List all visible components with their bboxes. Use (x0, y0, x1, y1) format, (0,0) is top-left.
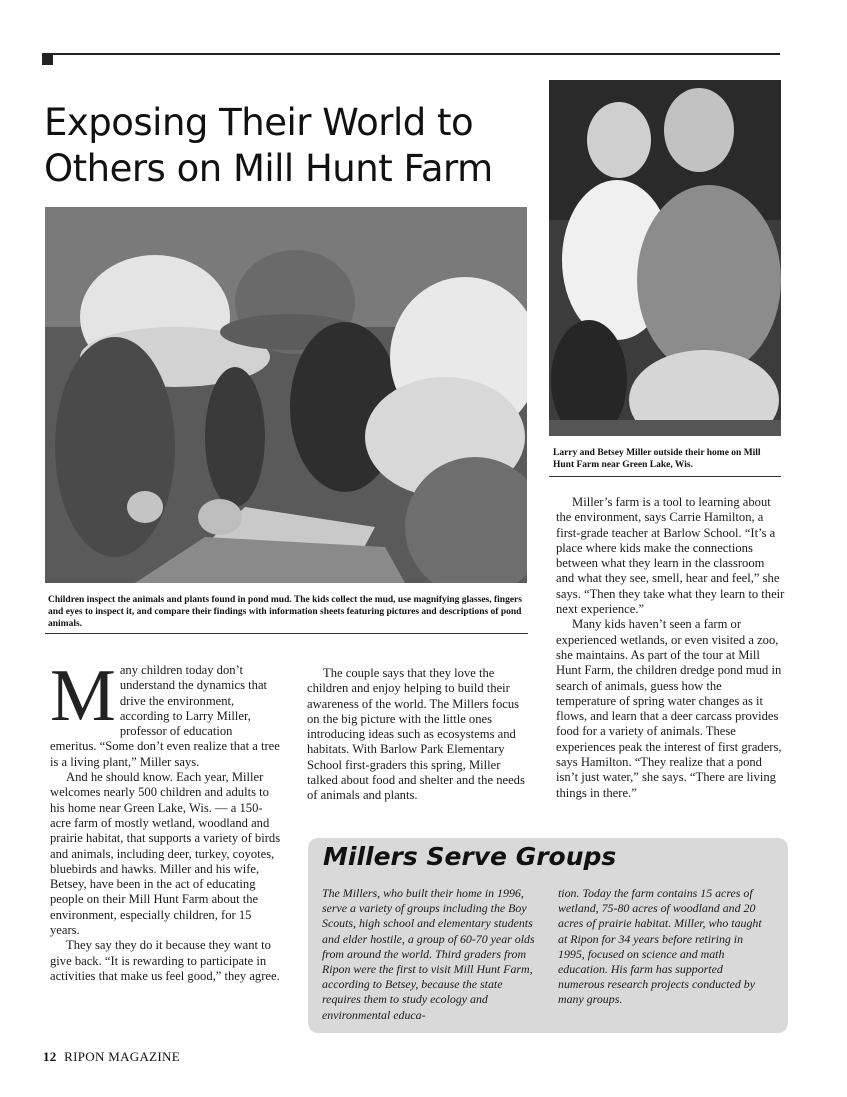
kids-pond-mud-photo (45, 207, 527, 583)
body-column-3 (556, 495, 785, 801)
header-rule-marker (42, 54, 53, 65)
page-number: 12 (43, 1049, 57, 1064)
body-paragraph: Many kids haven’t seen a farm or experienced wetlands, or even visited a zoo, she maintains. As part of the tour at Mill Hunt Farm, the children dredge pond mud in search of animals, guess how the temperature of spring water changes as it flows, and learn that a deer carcass provides food for a variety of animals. These experiences peak the interest of first graders, says Hamilton. “They realize that a pond isn’t just water,” she says. “There are living things in there.” (556, 617, 782, 800)
caption-rule (549, 476, 781, 477)
body-paragraph: They say they do it because they want to give back. “It is rewarding to participate in activities that make us feel good,” they agree. (50, 938, 280, 983)
drop-cap: M (50, 655, 116, 737)
body-paragraph: And he should know. Each year, Miller welcomes nearly 500 children and adults to his home near Green Lake, Wis. — a 150-acre farm of mostly wetland, woodland and prairie habitat, that supports a variety of birds and animals, including deer, turkey, coyotes, bluebirds and hawks. Miller and his wife, Betsey, have been in the act of educating people on their Mill Hunt Farm about the environment, especially children, for 15 years. (50, 770, 281, 938)
body-paragraph: The couple says that they love the children and enjoy helping to build their awareness of the world. The Millers focus on the big picture with the little ones introducing ideas such as ecosystems and habitats. With Barlow Park Elementary School first-graders this spring, Miller talked about food and shelter and the needs of animals and plants. (307, 666, 525, 803)
article-title (44, 100, 544, 192)
sidebar-text-column-2: tion. Today the farm contains 15 acres of wetland, 75-80 acres of woodland and 20 acres of prairie habitat. Miller, who taught at Ripon for 34 years before retiring in 1995, focused on science and math education. His farm has supported numerous research projects conducted by many groups. (558, 886, 762, 1007)
body-column-2 (307, 666, 533, 804)
title-line-1: Exposing Their World to (44, 101, 474, 144)
title-line-2: Others on Mill Hunt Farm (44, 147, 493, 190)
millers-photo-caption: Larry and Betsey Miller outside their home on Mill Hunt Farm near Green Lake, Wis. (553, 448, 761, 470)
sidebar-box (308, 838, 788, 1033)
kids-photo-caption: Children inspect the animals and plants found in pond mud. The kids collect the mud, use magnifying glasses, fingers and eyes to inspect it, and compare their findings with information sheets featuring pictures and descriptions of pond animals. (48, 595, 522, 629)
page-footer (43, 1049, 180, 1065)
header-rule (42, 53, 780, 55)
sidebar-text-column-1: The Millers, who built their home in 1996, serve a variety of groups including the Boy Scouts, high school and elementary students and elder hostile, a group of 60-70 year olds from around the world. Third graders from Ripon were the first to visit Mill Hunt Farm, according to Betsey, because the state requires them to study ecology and environmental educa- (322, 886, 535, 1022)
sidebar-title: Millers Serve Groups (323, 842, 617, 871)
caption-rule (45, 633, 528, 634)
body-paragraph: any children today don’t understand the dynamics that drive the environment, according to Larry Miller, professor of education emeritus. “Some don’t even realize that a tree is a living plant,” Miller says. (50, 663, 280, 769)
millers-portrait-photo (549, 80, 781, 436)
body-paragraph: Miller’s farm is a tool to learning about the environment, says Carrie Hamilton, a first-grade teacher at Barlow School. “It’s a place where kids make the connections between what they learn in the classroom and what they see, smell, hear and feel,” she says. “Then they take what they learn to their next experience.” (556, 495, 785, 617)
body-column-1 (50, 655, 282, 984)
magazine-name: RIPON MAGAZINE (64, 1049, 180, 1064)
